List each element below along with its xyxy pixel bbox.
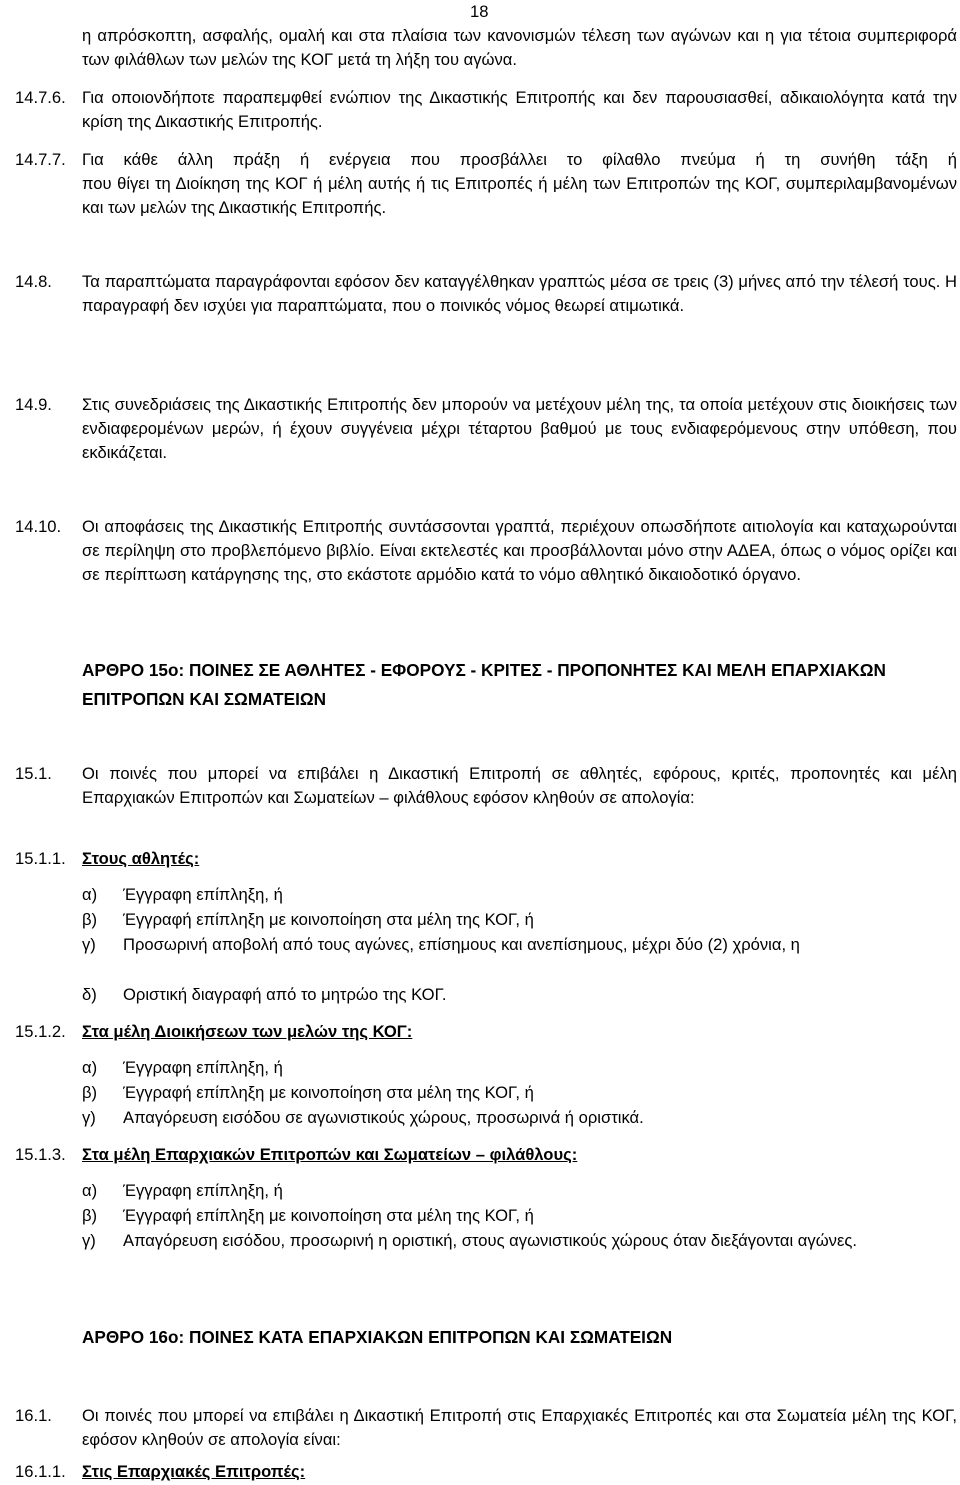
section-title: Στους αθλητές: <box>82 849 200 868</box>
list-marker: α) <box>82 1181 98 1200</box>
clause-number: 14.7.7. <box>15 150 66 169</box>
clause-text: Για οποιονδήποτε παραπεμφθεί ενώπιον της Δικαστικής Επιτροπής και δεν παρουσιασθεί, αδικαιολόγητα κατά την κρίση της Δικαστικής Επιτροπής. <box>82 88 957 131</box>
list-text: Έγγραφή επίπληξη με κοινοποίηση στα μέλη της ΚΟΓ, ή <box>123 910 534 929</box>
section-title: Στα μέλη Διοικήσεων των μελών της ΚΟΓ: <box>82 1022 413 1041</box>
list-marker: α) <box>82 885 98 904</box>
list-text: Έγγραφή επίπληξη με κοινοποίηση στα μέλη της ΚΟΓ, ή <box>123 1206 534 1225</box>
list-marker: β) <box>82 910 98 929</box>
list-item <box>82 1229 957 1253</box>
clause-text: Τα παραπτώματα παραγράφονται εφόσον δεν καταγγέλθηκαν γραπτώς μέσα σε τρεις (3) μήνες από την τέλεσή τους. Η παραγραφή δεν ισχύει για παραπτώματα, που ο ποινικός νόμος θεωρεί ατιμωτικά. <box>82 272 957 315</box>
list-item <box>82 1081 957 1105</box>
clause-number: 16.1. <box>15 1406 52 1425</box>
list-marker: γ) <box>82 935 96 954</box>
list-item <box>82 1204 957 1228</box>
clause-number: 14.9. <box>15 395 52 414</box>
list-marker: α) <box>82 1058 98 1077</box>
clause-number: 15.1.3. <box>15 1145 66 1164</box>
clause-text: Οι αποφάσεις της Δικαστικής Επιτροπής συντάσσονται γραπτά, περιέχουν οπωσδήποτε αιτιολογία και καταχωρούνται σε περίληψη στο προβλεπόμενο βιβλίο. Είναι εκτελεστές και προσβάλλονται μόνο στην ΑΔΕΑ, όπως ο νόμος ορίζει και σε περίπτωση κατάργησης της, στο εκάστοτε αρμόδιο κατά το νόμο αθλητικό δικαιοδοτικό όργανο. <box>82 517 957 584</box>
list-marker: β) <box>82 1083 98 1102</box>
list-text: Απαγόρευση εισόδου σε αγωνιστικούς χώρους, προσωρινά ή οριστικά. <box>123 1108 644 1127</box>
clause-number: 15.1.2. <box>15 1022 66 1041</box>
clause-number: 14.7.6. <box>15 88 66 107</box>
clause-number: 16.1.1. <box>15 1462 66 1481</box>
list-item <box>82 1179 957 1203</box>
list-marker: β) <box>82 1206 98 1225</box>
list-text: Οριστική διαγραφή από το μητρώο της ΚΟΓ. <box>123 985 447 1004</box>
list-text: Έγγραφη επίπληξη, ή <box>123 1181 283 1200</box>
section-title: Στις Επαρχιακές Επιτροπές: <box>82 1462 306 1481</box>
article-16-heading: ΑΡΘΡΟ 16ο: ΠΟΙΝΕΣ ΚΑΤΑ ΕΠΑΡΧΙΑΚΩΝ ΕΠΙΤΡΟΠΩΝ ΚΑΙ ΣΩΜΑΤΕΙΩΝ <box>82 1327 673 1347</box>
clause-text: Οι ποινές που μπορεί να επιβάλει η Δικαστική Επιτροπή στις Επαρχιακές Επιτροπές και στα Σωματεία μέλη της ΚΟΓ, εφόσον κληθούν σε απολογία είναι: <box>82 1406 957 1449</box>
list-item <box>82 983 957 1007</box>
clause-number: 15.1. <box>15 764 52 783</box>
list-marker: γ) <box>82 1231 96 1250</box>
clause-number: 14.8. <box>15 272 52 291</box>
list-item <box>82 1056 957 1080</box>
list-text: Έγγραφη επίπληξη, ή <box>123 1058 283 1077</box>
clause-number: 15.1.1. <box>15 849 66 868</box>
intro-text: η απρόσκοπτη, ασφαλής, ομαλή και στα πλαίσια των κανονισμών τέλεση των αγώνων και η για τέτοια συμπεριφορά των φιλάθλων των μελών της ΚΟΓ μετά τη λήξη του αγώνα. <box>82 26 957 69</box>
list-item <box>82 883 957 907</box>
clause-text-rest: που θίγει τη Διοίκηση της ΚΟΓ ή μέλη αυτής ή τις Επιτροπές ή μέλη των Επιτροπών της ΚΟΓ, συμπεριλαμβανομένων και των μελών της Δικαστικής Επιτροπής. <box>82 174 957 217</box>
clause-text: Οι ποινές που μπορεί να επιβάλει η Δικαστική Επιτροπή σε αθλητές, εφόρους, κριτές, προπονητές και μέλη Επαρχιακών Επιτροπών και Σωματείων – φιλάθλους εφόσον κληθούν σε απολογία: <box>82 764 957 807</box>
section-title: Στα μέλη Επαρχιακών Επιτροπών και Σωματείων – φιλάθλους: <box>82 1145 578 1164</box>
list-item <box>82 908 957 932</box>
list-item <box>82 1106 957 1130</box>
article-15-heading: ΑΡΘΡΟ 15ο: ΠΟΙΝΕΣ ΣΕ ΑΘΛΗΤΕΣ - ΕΦΟΡΟΥΣ - ΚΡΙΤΕΣ - ΠΡΟΠΟΝΗΤΕΣ ΚΑΙ ΜΕΛΗ ΕΠΑΡΧΙΑΚΩΝ ΕΠΙΤΡΟΠΩΝ ΚΑΙ ΣΩΜΑΤΕΙΩΝ <box>82 660 886 709</box>
clause-text: Στις συνεδριάσεις της Δικαστικής Επιτροπής δεν μπορούν να μετέχουν μέλη της, τα οποία μετέχουν στις διοικήσεις των ενδιαφερομένων μερών, ή έχουν συγγένεια μέχρι τέταρτου βαθμού με τους ενδιαφερόμενους στην υπόθεση, που εκδικάζεται. <box>82 395 957 462</box>
list-item <box>82 933 957 957</box>
clause-text-first-line: Για κάθε άλλη πράξη ή ενέργεια που προσβάλλει το φίλαθλο πνεύμα ή τη συνήθη τάξη ή <box>82 150 957 169</box>
list-text: Προσωρινή αποβολή από τους αγώνες, επίσημους και ανεπίσημους, μέχρι δύο (2) χρόνια, η <box>123 935 800 954</box>
clause-number: 14.10. <box>15 517 62 536</box>
list-marker: γ) <box>82 1108 96 1127</box>
page-number: 18 <box>470 2 489 21</box>
list-text: Έγγραφή επίπληξη με κοινοποίηση στα μέλη της ΚΟΓ, ή <box>123 1083 534 1102</box>
list-text: Απαγόρευση εισόδου, προσωρινή η οριστική, στους αγωνιστικούς χώρους όταν διεξάγονται αγώνες. <box>123 1231 857 1250</box>
list-text: Έγγραφη επίπληξη, ή <box>123 885 283 904</box>
list-marker: δ) <box>82 985 97 1004</box>
